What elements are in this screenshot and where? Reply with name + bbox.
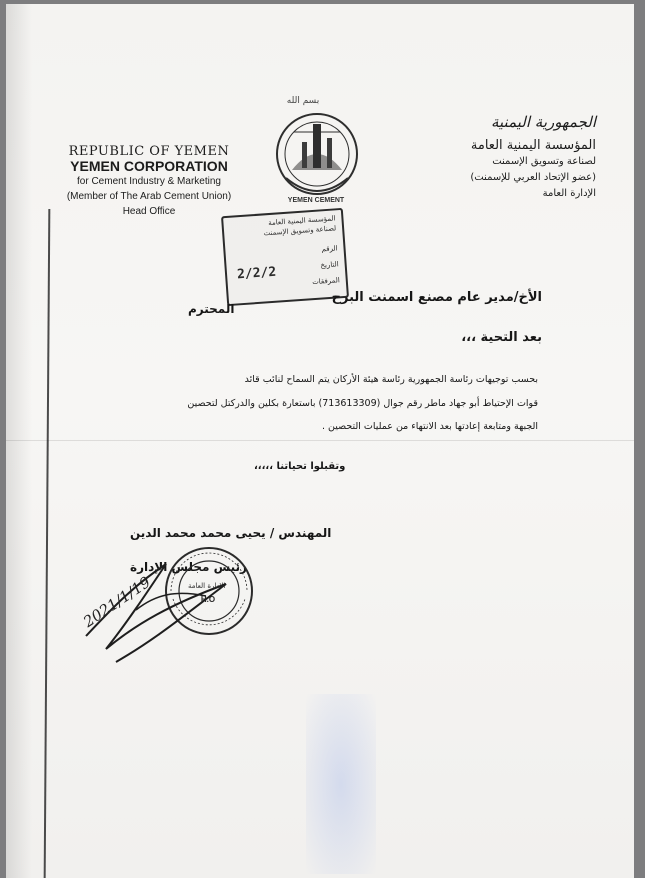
- stamp-attachments-label: المرفقات: [311, 276, 341, 287]
- emblem-label: YEMEN CEMENT: [287, 197, 345, 204]
- closing: وتقبلوا تحياتنا ،،،،،: [254, 461, 346, 472]
- arabic-membership: (عضو الإتحاد العربي للإسمنت): [470, 172, 596, 183]
- signatory-title: رئيس مجلس الإدارة: [130, 560, 247, 574]
- corporation-name: YEMEN CORPORATION: [70, 158, 228, 174]
- body-line: الجبهة ومتابعة إعادتها بعد الانتهاء من عمليات التحصين .: [321, 421, 538, 432]
- stamp-number-label: الرقم: [321, 244, 338, 254]
- basmala: بسم الله: [286, 96, 320, 106]
- arabic-office: الإدارة العامة: [542, 188, 596, 199]
- signatory-name: المهندس / يحيى محمد محمد الدين: [130, 526, 332, 540]
- seal-center-text: H.O: [200, 595, 216, 604]
- stamp-number: 2/2/2: [236, 264, 277, 283]
- membership-note: (Member of The Arab Cement Union): [66, 191, 232, 202]
- stamp-line: لصناعة وتسويق الإسمنت: [263, 224, 337, 238]
- arabic-manufacturing: لصناعة وتسويق الإسمنت: [492, 156, 596, 167]
- arabic-institution: المؤسسة اليمنية العامة: [470, 138, 596, 153]
- addressee: الأخ/مدير عام مصنع اسمنت البرح: [331, 290, 542, 305]
- received-stamp: [221, 208, 349, 306]
- page-edge-line: [44, 209, 51, 878]
- corporation-scope: for Cement Industry & Marketing: [77, 176, 221, 187]
- ink-stain: [306, 694, 376, 874]
- body-line: قوات الإحتياط أبو جهاد ماطر رقم جوال (713613309) باستعارة بكلين والدركتل لتحصين: [187, 398, 538, 409]
- republic-label: REPUBLIC OF YEMEN: [68, 144, 230, 159]
- head-office-label: Head Office: [122, 206, 176, 217]
- letterhead-english: [64, 144, 234, 219]
- page-shadow: [6, 4, 32, 878]
- stamp-date-label: التاريخ: [320, 260, 339, 270]
- handwritten-date: 2021/1/19: [80, 572, 154, 631]
- letterhead-arabic: [376, 114, 596, 202]
- body-line: بحسب توجيهات رئاسة الجمهورية رئاسة هيئة الأركان يتم السماح لنائب قائد: [244, 374, 538, 385]
- seal-arabic-text: الإدارة العامة: [188, 582, 226, 590]
- fold-line: [6, 440, 634, 441]
- arabic-republic: الجمهورية اليمنية: [490, 113, 596, 131]
- stamp-line: المؤسسة اليمنية العامة: [267, 214, 336, 228]
- honorific: المحترم: [188, 302, 235, 316]
- greeting: بعد التحية ،،،: [461, 330, 542, 345]
- letter-sheet: [6, 4, 634, 878]
